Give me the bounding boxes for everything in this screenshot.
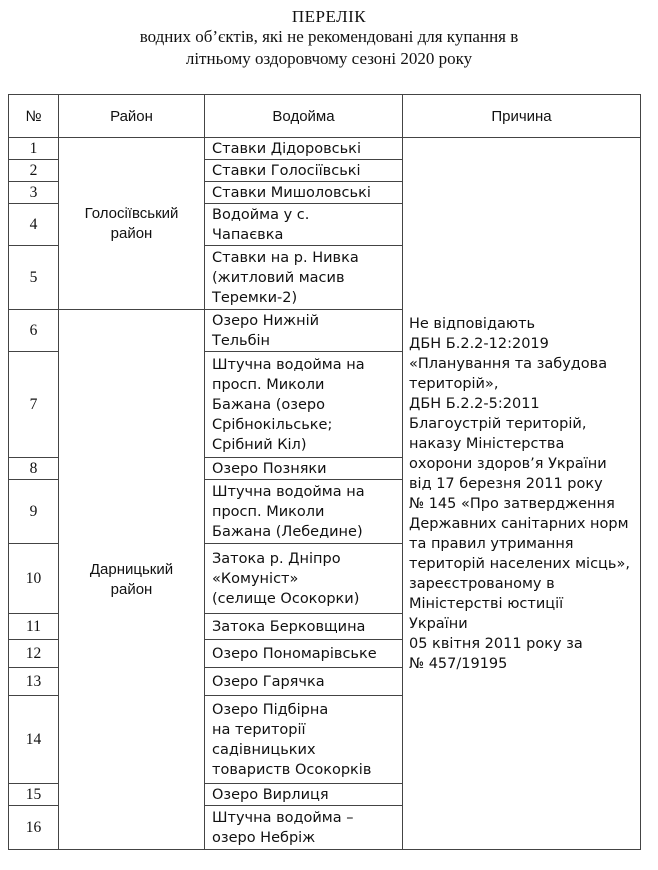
row-number: 3	[9, 182, 59, 204]
row-number: 10	[9, 544, 59, 614]
row-number: 6	[9, 310, 59, 352]
district-label: Дарницький район	[89, 560, 174, 598]
waterbody-name: Озеро Позняки	[205, 458, 403, 480]
header-waterbody: Водойма	[205, 95, 403, 138]
row-number: 16	[9, 806, 59, 850]
row-number: 9	[9, 480, 59, 544]
waterbody-name: Ставки Мишоловські	[205, 182, 403, 204]
waterbody-name: Штучна водойма – озеро Небріж	[205, 806, 403, 850]
waterbody-name: Озеро Вирлиця	[205, 784, 403, 806]
waterbody-name: Озеро Пономарівське	[205, 640, 403, 668]
row-number: 12	[9, 640, 59, 668]
document-title: ПЕРЕЛІК	[291, 7, 367, 26]
table-row	[9, 138, 641, 160]
waterbody-name: Озеро Нижній Тельбін	[205, 310, 403, 352]
waterbody-name: Затока р. Дніпро «Комуніст» (селище Осокорки)	[205, 544, 403, 614]
waterbody-name: Штучна водойма на просп. Миколи Бажана (озеро Срібнокільське; Срібний Кіл)	[205, 352, 403, 458]
row-number: 13	[9, 668, 59, 696]
header-num: №	[9, 95, 59, 138]
waterbody-name: Затока Берковщина	[205, 614, 403, 640]
waterbody-name: Ставки на р. Нивка (житловий масив Теремки-2)	[205, 246, 403, 310]
district-cell-darnytskyi	[59, 310, 205, 850]
waterbody-name: Ставки Голосіївські	[205, 160, 403, 182]
waterbody-name: Штучна водойма на просп. Миколи Бажана (Лебедине)	[205, 480, 403, 544]
waterbody-name: Озеро Гарячка	[205, 668, 403, 696]
district-cell-holosiivskyi	[59, 138, 205, 310]
waterbody-name: Водойма у с. Чапаєвка	[205, 204, 403, 246]
header-reason: Причина	[403, 95, 641, 138]
document-subtitle-line-2: літньому оздоровчому сезоні 2020 року	[185, 49, 473, 68]
district-label: Голосіївський район	[84, 204, 179, 242]
waterbody-name: Ставки Дідоровські	[205, 138, 403, 160]
waterbody-name: Озеро Підбірна на території садівницьких товариств Осокорків	[205, 696, 403, 784]
row-number: 7	[9, 352, 59, 458]
row-number: 1	[9, 138, 59, 160]
row-number: 14	[9, 696, 59, 784]
document-subtitle-line-1: водних об’єктів, які не рекомендовані для купання в	[139, 27, 519, 46]
row-number: 11	[9, 614, 59, 640]
header-district: Район	[59, 95, 205, 138]
table-header-row	[9, 95, 641, 138]
row-number: 2	[9, 160, 59, 182]
row-number: 8	[9, 458, 59, 480]
row-number: 15	[9, 784, 59, 806]
row-number: 4	[9, 204, 59, 246]
water-bodies-table	[8, 94, 641, 850]
reason-cell: Не відповідають ДБН Б.2.2-12:2019 «Планування та забудова територій», ДБН Б.2.2-5:2011 Благоустрій територій, наказу Міністерства охорони здоров’я України від 17 березня 2011 року № 145 «Про затвердження Державних санітарних норм та правил утримання територій населених місць», зареєстрованому в Міністерстві юстиції України 05 квітня 2011 року за № 457/19195	[403, 138, 641, 850]
row-number: 5	[9, 246, 59, 310]
